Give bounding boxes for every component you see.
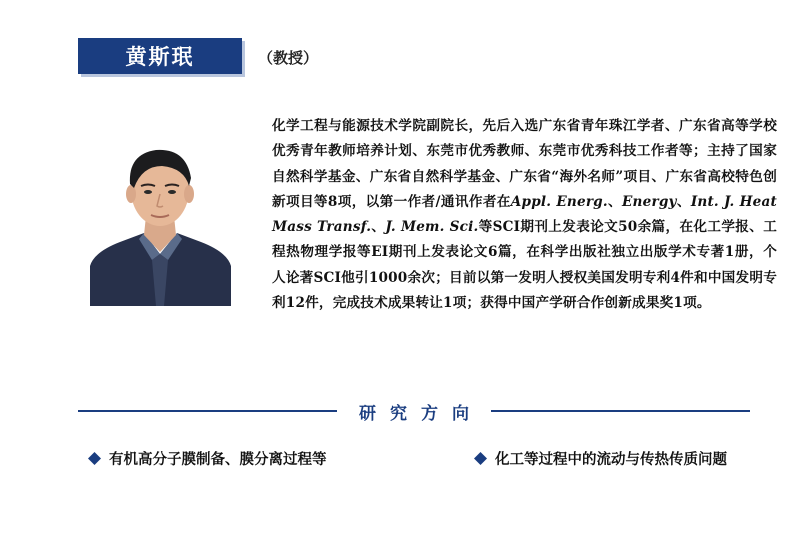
portrait-photo [90, 136, 231, 306]
diamond-icon [474, 452, 487, 465]
research-item [474, 448, 727, 469]
diamond-icon [88, 452, 101, 465]
divider-left [78, 410, 337, 412]
person-name: 黄斯珉 [125, 45, 195, 69]
journal-separator: 、 [371, 219, 386, 236]
divider-right [491, 410, 750, 412]
journal-int-j-heat-mass-transf: Int. J. Heat Mass Transf. [272, 193, 777, 236]
academic-title: （教授） [258, 49, 319, 67]
research-section-header [78, 398, 750, 424]
research-item [88, 448, 327, 469]
bio-text-continued: 等SCI期刊上发表论文50余篇，在化工学报、工程热物理学报等EI期刊上发表论文6篇，在科学出版社独立出版学术专著1册，个人论著SCI他引1000余次；目前以第一发明人授权美国发明专利4件和中国发明专利12件，完成技术成果转让1项；获得中国产学研合作创新成果奖1项。 [272, 219, 778, 312]
journal-appl-energ: Appl. Energ. [510, 193, 608, 210]
journal-separator: 、 [676, 193, 691, 210]
research-heading: 研究方向 [359, 403, 483, 424]
biography [272, 114, 777, 316]
bio-text: 化学工程与能源技术学院副院长，先后入选广东省青年珠江学者、广东省高等学校优秀青年教师培养计划、东莞市优秀教师、东莞市优秀科技工作者等；主持了国家自然科学基金、广东省自然科学基金、广东省“海外名师”项目、广东省高校特色创新项目等8项，以第一作者/通讯作者在 [272, 118, 777, 210]
name-badge [78, 38, 242, 74]
journal-j-mem-sci: J. Mem. Sci. [385, 219, 479, 236]
research-item-label: 有机高分子膜制备、膜分离过程等 [109, 452, 327, 468]
journal-energy: Energy [621, 193, 677, 210]
research-item-label: 化工等过程中的流动与传热传质问题 [495, 452, 727, 468]
journal-separator: 、 [607, 193, 622, 210]
